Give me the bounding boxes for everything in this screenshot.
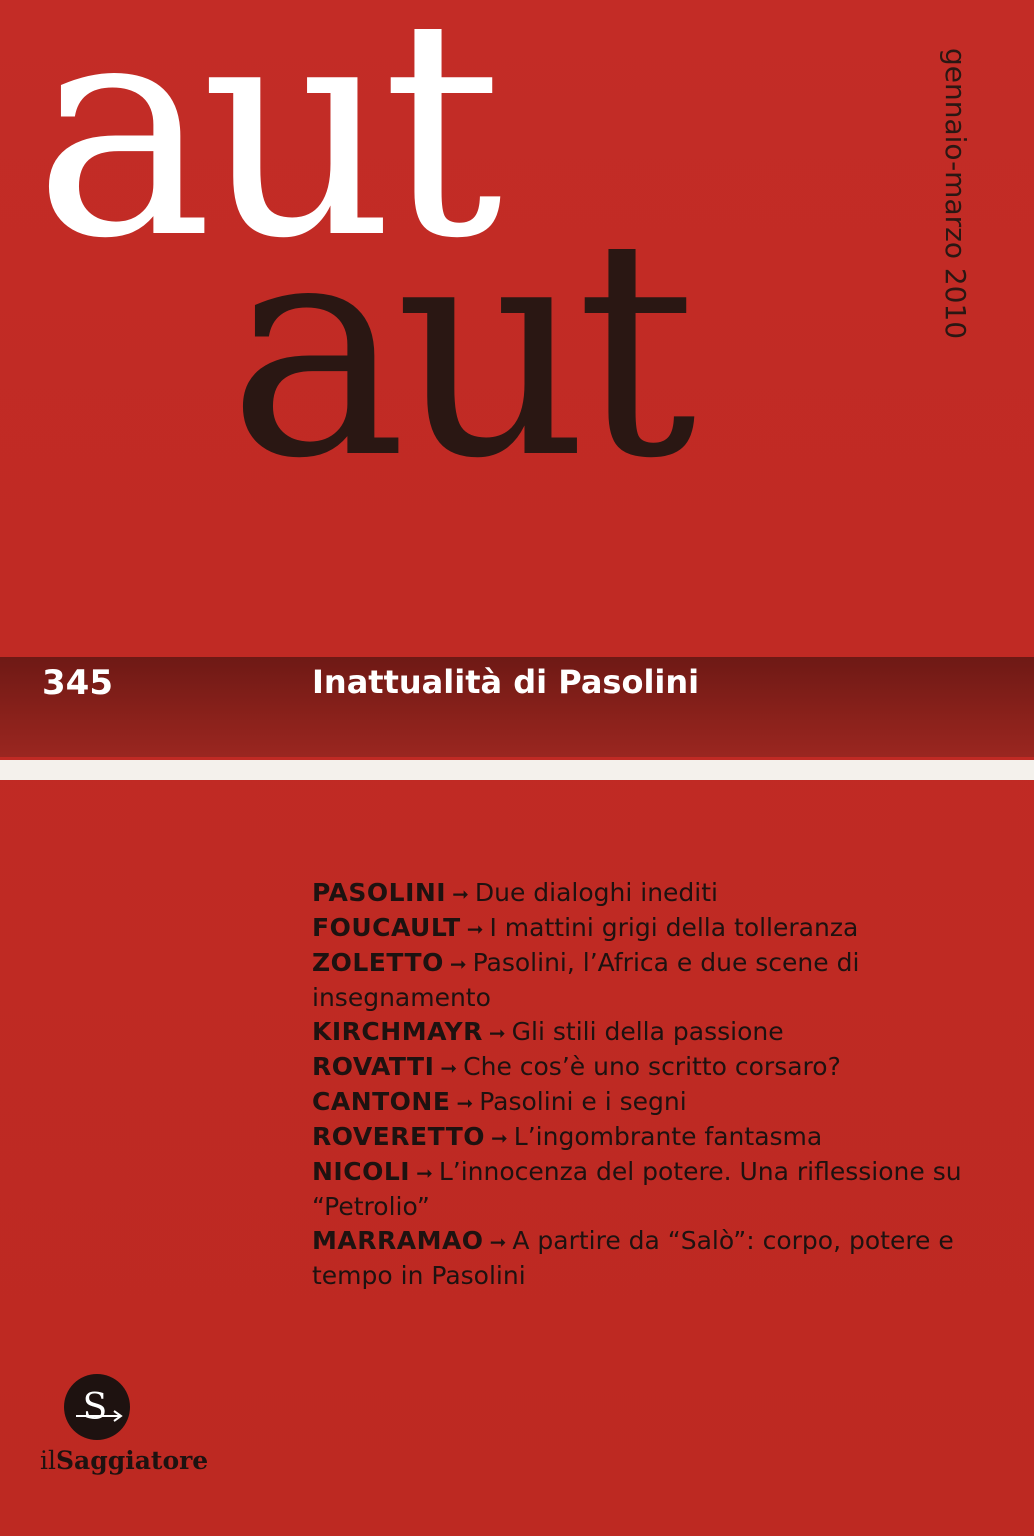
arrow-right-icon: ➞ [491, 1126, 508, 1150]
saggiatore-s-arrow-icon [62, 1372, 132, 1442]
masthead-line-2: aut [228, 175, 685, 524]
entry-author: FOUCAULT [312, 913, 461, 942]
entry-title: Due dialoghi inediti [474, 878, 718, 907]
arrow-right-icon: ➞ [488, 1021, 506, 1045]
arrow-right-icon: ➞ [452, 882, 469, 906]
entry-title: Che cos’è uno scritto corsaro? [463, 1052, 841, 1081]
arrow-right-icon: ➞ [449, 952, 467, 976]
entry-title: Gli stili della passione [511, 1017, 784, 1046]
table-of-contents [312, 876, 972, 1293]
issue-number: 345 [42, 663, 113, 703]
contents-entry [312, 1155, 972, 1224]
contents-entry [312, 1050, 972, 1085]
entry-title: L’ingombrante fantasma [513, 1122, 823, 1151]
contents-entry [312, 876, 972, 911]
entry-author: NICOLI [312, 1157, 411, 1186]
entry-title: I mattini grigi della tolleranza [489, 913, 859, 942]
entry-title: Pasolini, l’Africa e due scene di insegnamento [312, 948, 860, 1012]
contents-entry [312, 1015, 972, 1050]
issue-date: gennaio-marzo 2010 [939, 48, 972, 340]
logo-letter: S [82, 1387, 108, 1428]
contents-entry [312, 946, 972, 1015]
publisher-name [40, 1446, 208, 1475]
entry-author: KIRCHMAYR [312, 1017, 483, 1046]
masthead-line-1: aut [34, 0, 491, 304]
contents-entry [312, 911, 972, 946]
publisher-main: Saggiatore [56, 1446, 209, 1475]
entry-author: CANTONE [312, 1087, 451, 1116]
issue-band [0, 657, 1034, 757]
entry-author: ROVERETTO [312, 1122, 486, 1151]
contents-entry [312, 1085, 972, 1120]
entry-author: MARRAMAO [312, 1226, 484, 1255]
contents-entry [312, 1224, 972, 1293]
entry-author: ROVATTI [312, 1052, 435, 1081]
publisher-prefix: il [40, 1446, 56, 1475]
white-stripe [0, 760, 1034, 780]
contents-entry [312, 1120, 972, 1155]
arrow-right-icon: ➞ [416, 1161, 433, 1185]
entry-title: L’innocenza del potere. Una riflessione su “Petrolio” [312, 1157, 962, 1221]
issue-title: Inattualità di Pasolini [312, 663, 700, 701]
entry-title: A partire da “Salò”: corpo, potere e tempo in Pasolini [312, 1226, 954, 1290]
arrow-right-icon: ➞ [456, 1091, 474, 1115]
arrow-right-icon: ➞ [440, 1056, 458, 1080]
entry-title: Pasolini e i segni [479, 1087, 687, 1116]
arrow-right-icon: ➞ [489, 1230, 507, 1254]
entry-author: PASOLINI [312, 878, 447, 907]
arrow-right-icon: ➞ [466, 917, 484, 941]
entry-author: ZOLETTO [312, 948, 444, 977]
